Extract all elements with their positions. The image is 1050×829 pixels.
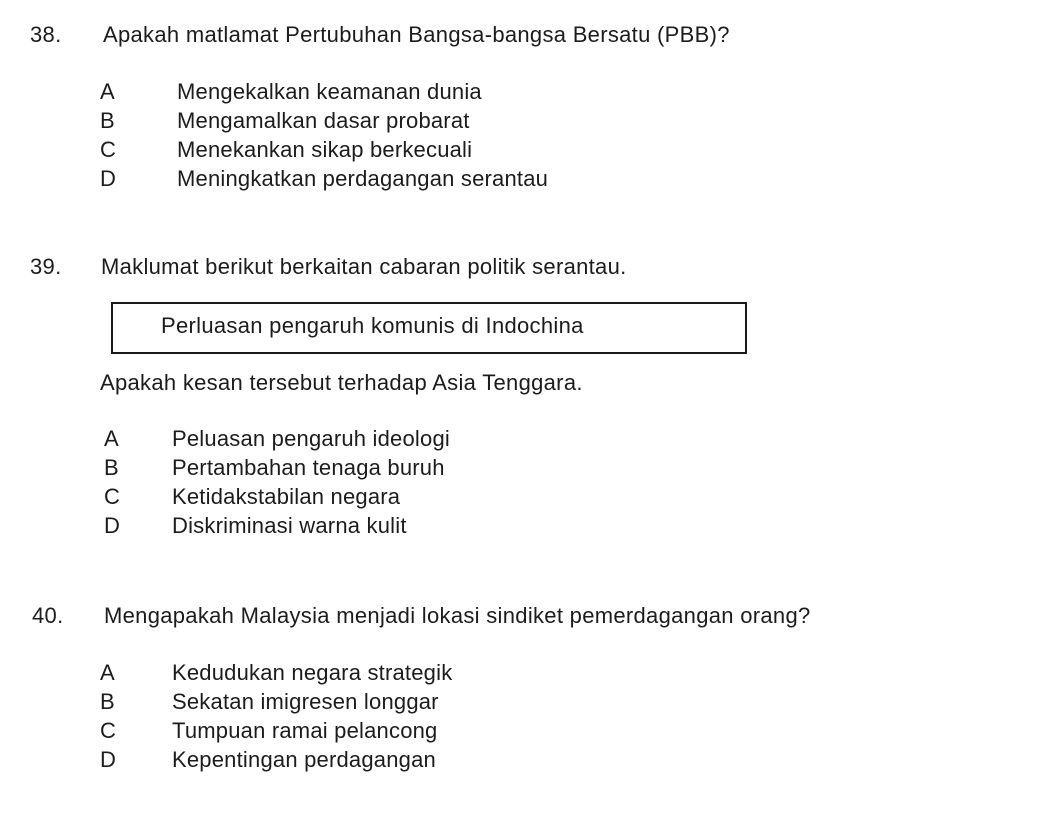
option-letter: B [100, 689, 115, 714]
option-letter: C [100, 718, 116, 743]
option-letter: D [100, 747, 116, 772]
option-text: Mengamalkan dasar probarat [177, 108, 470, 133]
option-text: Kedudukan negara strategik [172, 660, 453, 685]
option-text: Mengekalkan keamanan dunia [177, 79, 482, 104]
option-letter: C [100, 137, 116, 162]
option-text: Sekatan imigresen longgar [172, 689, 439, 714]
question-text: Mengapakah Malaysia menjadi lokasi sindiket pemerdagangan orang? [104, 603, 811, 628]
question-text: Apakah matlamat Pertubuhan Bangsa-bangsa Bersatu (PBB)? [103, 22, 730, 47]
option-letter: C [104, 484, 120, 509]
question-number: 38. [30, 22, 62, 47]
option-text: Tumpuan ramai pelancong [172, 718, 438, 743]
option-letter: D [100, 166, 116, 191]
option-text: Kepentingan perdagangan [172, 747, 436, 772]
option-text: Meningkatkan perdagangan serantau [177, 166, 549, 191]
info-box [111, 302, 747, 354]
option-letter: D [104, 513, 120, 538]
option-letter: A [100, 79, 115, 104]
question-number: 39. [30, 254, 62, 279]
question-text: Maklumat berikut berkaitan cabaran politik serantau. [101, 254, 627, 279]
option-letter: B [104, 455, 119, 480]
question-number: 40. [32, 603, 64, 628]
option-text: Pertambahan tenaga buruh [172, 455, 445, 480]
follow-up-question: Apakah kesan tersebut terhadap Asia Tenggara. [100, 370, 583, 395]
option-letter: A [100, 660, 115, 685]
option-text: Diskriminasi warna kulit [172, 513, 407, 538]
option-text: Peluasan pengaruh ideologi [172, 426, 450, 451]
option-text: Menekankan sikap berkecuali [177, 137, 473, 162]
option-letter: A [104, 426, 119, 451]
option-letter: B [100, 108, 115, 133]
option-text: Ketidakstabilan negara [172, 484, 401, 509]
info-box-text: Perluasan pengaruh komunis di Indochina [161, 313, 584, 338]
